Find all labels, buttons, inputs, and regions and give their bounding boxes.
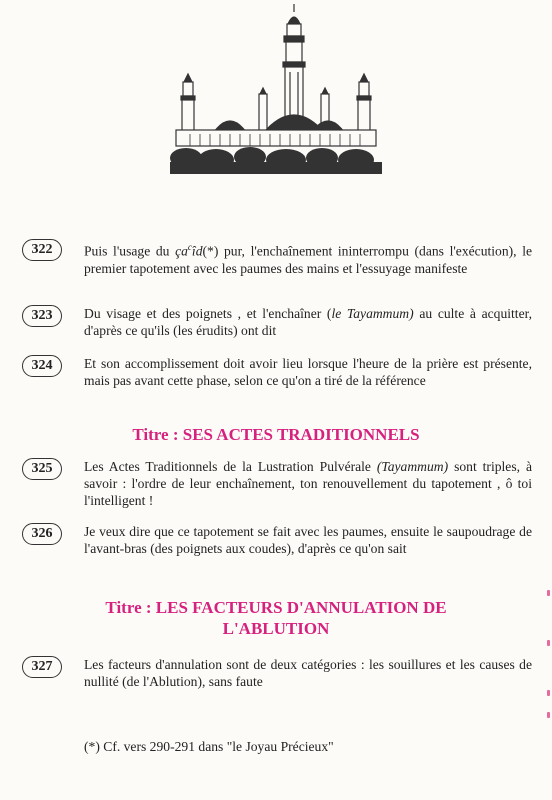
verse-text: Et son accomplissement doit avoir lieu lorsque l'heure de la prière est présente, mais pas avant cette phase, selon ce qu'on a tiré de la référence — [84, 356, 532, 388]
verse-text: Les Actes Traditionnels de la Lustration Pulvérale (Tayammum) sont triples, à savoir : l'ordre de leur enchaînement, ton renouvellement du tapotement , ô toi l'intelligent ! — [84, 459, 532, 508]
verse-323 — [22, 305, 532, 339]
verse-number: 327 — [22, 656, 62, 678]
section-title-line-1: Titre : LES FACTEURS D'ANNULATION DE — [105, 598, 447, 617]
verse-text: Les facteurs d'annulation sont de deux catégories : les souillures et les causes de nullité (de l'Ablution), sans faute — [84, 657, 532, 689]
mosque-illustration — [166, 2, 386, 180]
verse-text: Du visage et des poignets , et l'enchaîner (le Tayammum) au culte à acquitter, d'après ce qu'ils (les érudits) ont dit — [84, 306, 532, 338]
edge-mark — [547, 712, 550, 718]
verse-number: 325 — [22, 458, 62, 480]
verse-number: 322 — [22, 239, 62, 261]
section-title: Titre : SES ACTES TRADITIONNELS — [132, 425, 420, 444]
edge-mark — [547, 640, 550, 646]
verse-text: Je veux dire que ce tapotement se fait avec les paumes, ensuite le saupoudrage de l'avant-bras (des poignets aux coudes), d'après ce qu'on sait — [84, 524, 532, 556]
footnote: (*) Cf. vers 290-291 dans "le Joyau Précieux" — [84, 739, 334, 754]
edge-mark — [547, 690, 550, 696]
verse-text: Puis l'usage du $ça^cîd(*)$ pur, l'enchaînement ininterrompu (dans l'exécution), le premier tapotement avec les paumes des mains et l'essuyage manifeste — [84, 242, 533, 276]
verse-number: 326 — [22, 523, 62, 545]
verse-325 — [22, 458, 532, 509]
section-title-line-2: L'ABLUTION — [222, 619, 330, 638]
verse-327 — [22, 656, 532, 690]
edge-mark — [547, 590, 550, 596]
verse-322 — [22, 239, 532, 277]
verse-324 — [22, 355, 532, 389]
verse-326 — [22, 523, 532, 557]
verse-number: 324 — [22, 355, 62, 377]
verse-number: 323 — [22, 305, 62, 327]
